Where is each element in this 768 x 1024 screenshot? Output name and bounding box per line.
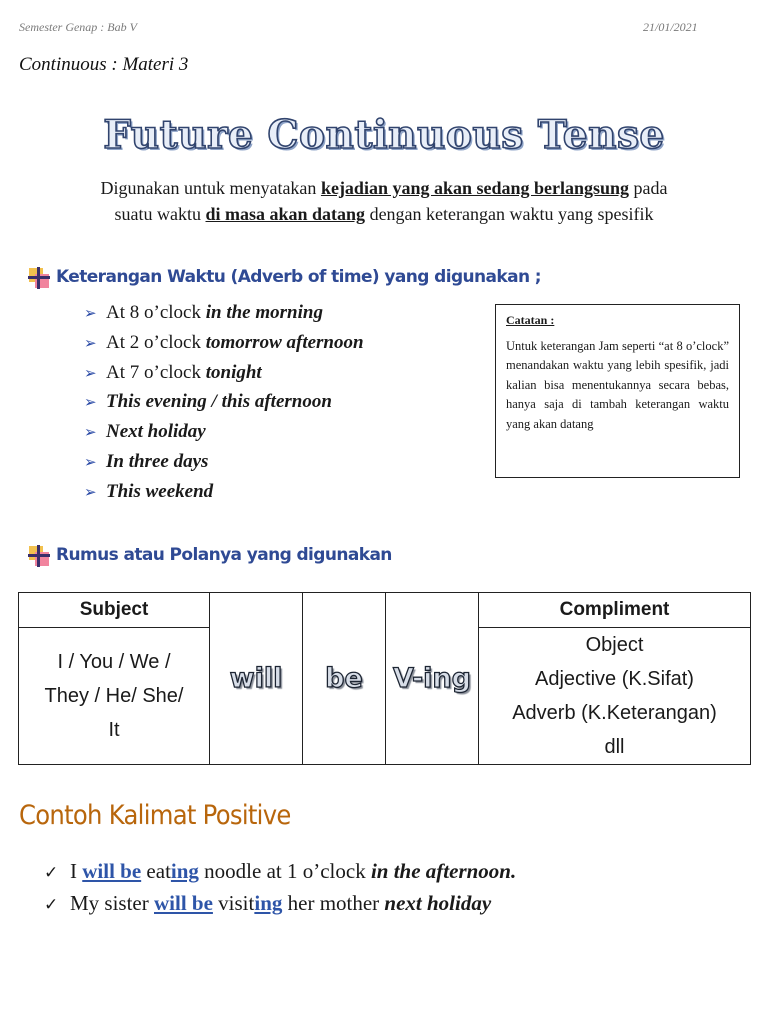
example-text: her mother (282, 891, 385, 915)
header-chapter: Semester Genap : Bab V (19, 20, 137, 34)
page-title: Future Continuous Tense (103, 112, 665, 158)
example-text: visit (212, 891, 255, 915)
example-suffix: ing (170, 859, 199, 883)
example-text: My sister (70, 891, 154, 915)
list-item (44, 855, 516, 887)
arrow-bullet-icon: ➢ (84, 482, 97, 501)
arrow-bullet-icon: ➢ (84, 304, 97, 322)
header-date: 21/01/2021 (643, 20, 698, 34)
intro-text-3: suatu waktu (114, 204, 206, 224)
adverb-emphasis: This weekend (106, 480, 214, 502)
example-time: in the afternoon. (370, 859, 517, 883)
be-word: be (325, 663, 363, 694)
list-item (84, 298, 364, 328)
section-formula-heading (28, 545, 392, 567)
intro-text-4: dengan keterangan waktu yang spesifik (365, 204, 654, 224)
compliment-values (479, 628, 751, 765)
note-box (495, 304, 740, 478)
arrow-bullet-icon: ➢ (84, 423, 97, 442)
subject-line: I / You / We / (57, 651, 171, 673)
example-text: I (70, 859, 83, 883)
adverb-emphasis: In three days (106, 450, 209, 472)
list-item (84, 358, 364, 388)
example-aux: will be (82, 859, 142, 883)
arrow-bullet-icon: ➢ (84, 363, 97, 382)
section-adverb-heading (28, 267, 541, 289)
list-item (84, 387, 364, 417)
example-suffix: ing (254, 891, 283, 915)
adverb-emphasis: tonight (205, 361, 262, 383)
examples-list (44, 855, 516, 919)
adverb-emphasis: in the morning (205, 302, 323, 323)
arrow-bullet-icon: ➢ (84, 333, 97, 352)
example-time: next holiday (384, 891, 492, 915)
compliment-header: Compliment (479, 593, 751, 628)
intro-paragraph (0, 175, 768, 227)
list-item (44, 887, 516, 919)
adverb-list (84, 298, 364, 507)
note-title: Catatan : (506, 313, 555, 327)
be-cell (303, 593, 386, 765)
note-body: Untuk keterangan Jam seperti “at 8 o’clock” menandakan waktu yang lebih spesifik, jadi kalian bisa menentukannya secara bebas, hanya saja di tambah keterangan waktu yang akan datang (506, 338, 729, 431)
section-formula-title: Rumus atau Polanya yang digunakan (56, 545, 392, 565)
compliment-line: Adjective (K.Sifat) (535, 668, 694, 690)
list-item (84, 417, 364, 447)
ving-cell (386, 593, 479, 765)
adverb-plain: At 8 o’clock (106, 302, 206, 323)
compliment-line: Object (585, 634, 644, 656)
example-aux: will be (154, 891, 213, 915)
adverb-emphasis: This evening / this afternoon (106, 391, 332, 413)
subject-line: It (108, 719, 120, 741)
intro-emphasis-1: kejadian yang akan sedang berlangsung (320, 178, 630, 198)
arrow-bullet-icon: ➢ (84, 452, 97, 471)
checkmark-icon: ✓ (44, 895, 59, 915)
example-text: eat (141, 859, 171, 883)
will-word: will (229, 663, 283, 694)
example-text: noodle at 1 o’clock (198, 859, 371, 883)
page-subtitle: Continuous : Materi 3 (19, 54, 189, 75)
list-item (84, 447, 364, 477)
cross-bullet-icon (28, 267, 50, 289)
subject-header: Subject (19, 593, 210, 628)
adverb-emphasis: tomorrow afternoon (205, 331, 364, 353)
list-item (84, 477, 364, 507)
intro-emphasis-2: di masa akan datang (205, 204, 366, 224)
arrow-bullet-icon: ➢ (84, 393, 97, 412)
formula-table (18, 592, 751, 765)
will-cell (210, 593, 303, 765)
adverb-emphasis: Next holiday (106, 421, 206, 443)
section-adverb-title: Keterangan Waktu (Adverb of time) yang digunakan ; (56, 267, 541, 287)
compliment-line: dll (604, 736, 625, 758)
checkmark-icon: ✓ (44, 863, 59, 883)
subject-values (19, 628, 210, 765)
adverb-plain: At 7 o’clock (106, 361, 206, 383)
intro-text-2: pada (629, 178, 668, 198)
intro-text-1: Digunakan untuk menyatakan (100, 178, 321, 198)
cross-bullet-icon (28, 545, 50, 567)
list-item (84, 328, 364, 358)
adverb-plain: At 2 o’clock (106, 331, 206, 353)
compliment-line: Adverb (K.Keterangan) (512, 702, 717, 724)
examples-heading: Contoh Kalimat Positive (19, 800, 291, 831)
subject-line: They / He/ She/ (44, 685, 184, 707)
ving-word: V-ing (393, 663, 471, 694)
